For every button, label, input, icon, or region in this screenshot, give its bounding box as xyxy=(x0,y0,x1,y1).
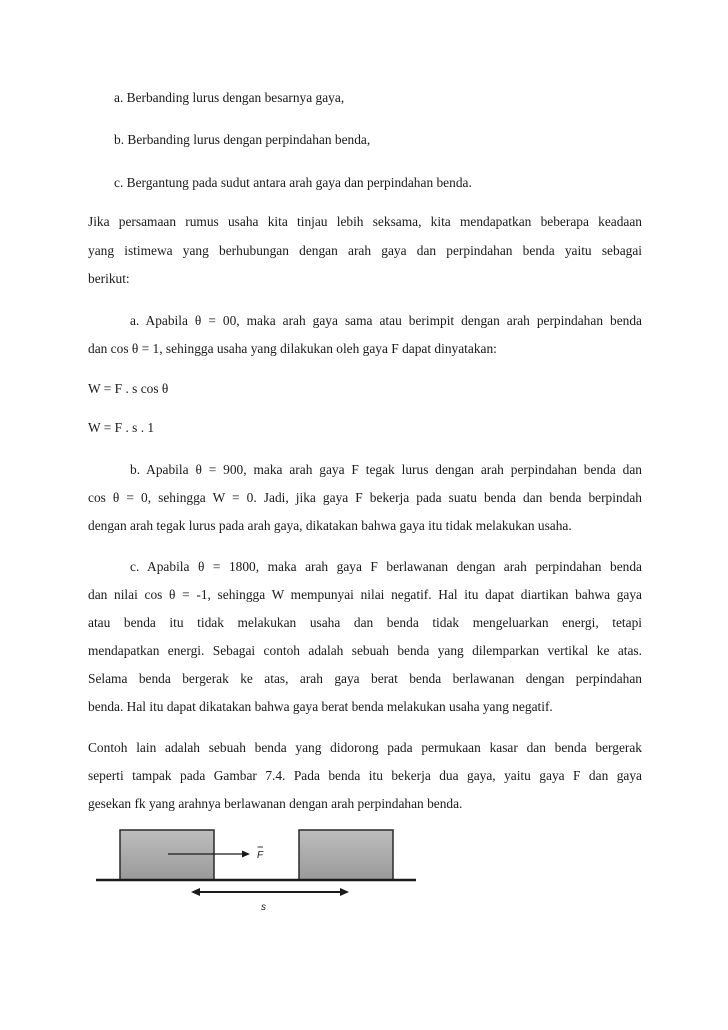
case-c-line: atau benda itu tidak melakukan usaha dan benda tidak mengeluarkan energi, tetapi xyxy=(88,615,642,630)
case-c-line: benda. Hal itu dapat dikatakan bahwa gaya berat benda melakukan usaha yang negatif. xyxy=(88,699,553,714)
case-c-line: Selama benda bergerak ke atas, arah gaya berat benda berlawanan dengan perpindahan xyxy=(88,671,642,686)
force-arrowhead xyxy=(242,851,250,858)
example-line: gesekan fk yang arahnya berlawanan dengan arah perpindahan benda. xyxy=(88,796,463,811)
case-c-line: mendapatkan energi. Sebagai contoh adalah sebuah benda yang dilemparkan vertikal ke atas. xyxy=(88,643,642,658)
intro-line: Jika persamaan rumus usaha kita tinjau lebih seksama, kita mendapatkan beberapa keadaan xyxy=(88,214,642,229)
example-line: Contoh lain adalah sebuah benda yang didorong pada permukaan kasar dan benda bergerak xyxy=(88,740,642,755)
displacement-arrowhead-right xyxy=(340,888,349,896)
work-diagram-svg xyxy=(94,826,424,916)
case-a-line: a. Apabila θ = 00, maka arah gaya sama atau berimpit dengan arah perpindahan benda xyxy=(130,313,642,328)
list-item-c: c. Bergantung pada sudut antara arah gaya dan perpindahan benda. xyxy=(114,175,472,190)
work-diagram xyxy=(94,826,424,916)
force-label: F xyxy=(257,850,264,861)
case-a-line: dan cos θ = 1, sehingga usaha yang dilakukan oleh gaya F dapat dinyatakan: xyxy=(88,341,497,356)
displacement-label: s xyxy=(261,902,266,913)
case-c-line: dan nilai cos θ = -1, sehingga W mempunyai nilai negatif. Hal itu dapat diartikan bahwa gaya xyxy=(88,587,642,602)
block-end xyxy=(299,830,393,880)
block-start xyxy=(120,830,214,880)
intro-line: yang istimewa yang berhubungan dengan arah gaya dan perpindahan benda yaitu sebagai xyxy=(88,243,642,258)
case-b-line: b. Apabila θ = 900, maka arah gaya F tegak lurus dengan arah perpindahan benda dan xyxy=(130,462,642,477)
case-c-line: c. Apabila θ = 1800, maka arah gaya F berlawanan dengan arah perpindahan benda xyxy=(130,559,642,574)
formula-line: W = F . s cos θ xyxy=(88,381,169,396)
case-b-line: dengan arah tegak lurus pada arah gaya, dikatakan bahwa gaya itu tidak melakukan usaha. xyxy=(88,518,572,533)
intro-line: berikut: xyxy=(88,271,130,286)
example-line: seperti tampak pada Gambar 7.4. Pada benda itu bekerja dua gaya, yaitu gaya F dan gaya xyxy=(88,768,642,783)
list-item-a: a. Berbanding lurus dengan besarnya gaya, xyxy=(114,90,345,105)
case-b-line: cos θ = 0, sehingga W = 0. Jadi, jika gaya F bekerja pada suatu benda dan benda berpindah xyxy=(88,490,642,505)
list-item-b: b. Berbanding lurus dengan perpindahan benda, xyxy=(114,132,371,147)
formula-line: W = F . s . 1 xyxy=(88,420,155,435)
displacement-arrowhead-left xyxy=(191,888,200,896)
